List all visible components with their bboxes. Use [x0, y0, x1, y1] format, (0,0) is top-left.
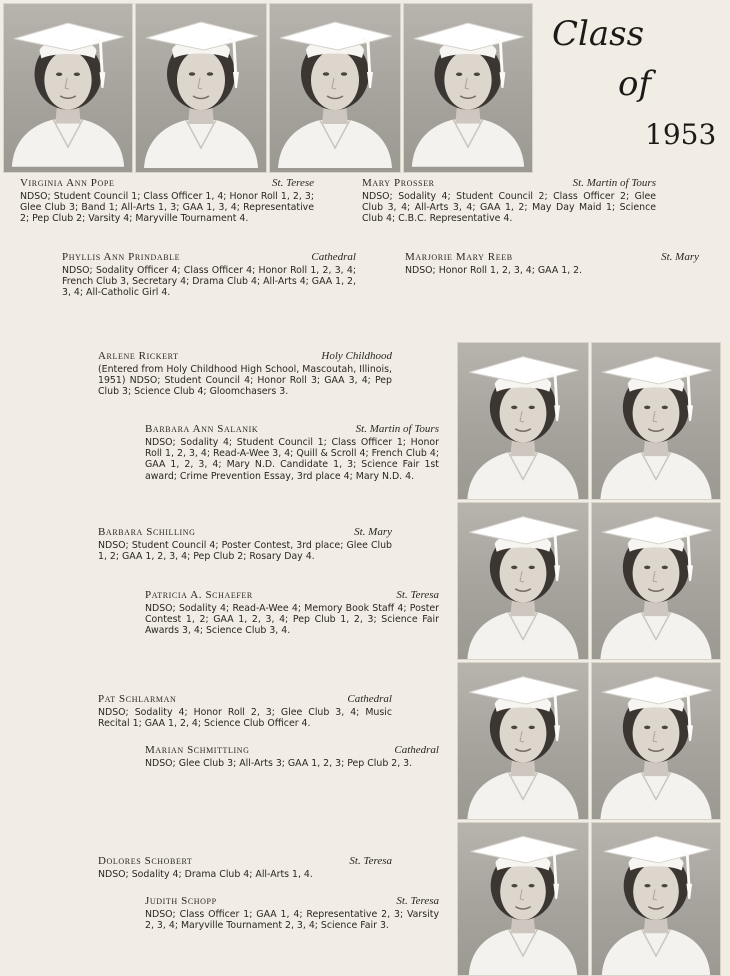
- student-entry: [98, 351, 392, 398]
- student-name: Mary Prosser: [362, 177, 435, 189]
- student-name: Arlene Rickert: [98, 350, 179, 362]
- student-parish: Holy Childhood: [321, 350, 392, 362]
- student-name: Marjorie Mary Reeb: [405, 251, 513, 263]
- student-activities: NDSO; Sodality 4; Student Council 1; Class Officer 1; Honor Roll 1, 2, 3, 4; Read-A-Wee 3, 4; Quill & Scroll 4; French Club 4; GAA 1, 2, 3, 4; Mary N.D. Candidate 1, 3; Science Fair 1st award; Crime Prevention Essay, 3rd place 4; Mary N.D. 4.: [145, 437, 439, 482]
- student-parish: St. Mary: [661, 251, 699, 263]
- student-parish: St. Martin of Tours: [572, 177, 656, 189]
- photo-judith-schopp: [591, 822, 721, 976]
- portrait-image: [458, 663, 588, 819]
- photo-arlene-rickert: [457, 342, 589, 500]
- student-entry: [362, 178, 656, 225]
- student-entry: [98, 694, 392, 729]
- student-activities: NDSO; Sodality 4; Honor Roll 2, 3; Glee Club 3, 4; Music Recital 1; GAA 1, 2, 4; Science Club Officer 4.: [98, 707, 392, 730]
- student-activities: NDSO; Sodality 4; Student Council 2; Class Officer 2; Glee Club 3, 4; All-Arts 3, 4; GAA 1, 2; May Day Maid 1; Science Club 4; C.B.C. Representative 4.: [362, 191, 656, 225]
- student-entry: [145, 424, 439, 482]
- portrait-image: [592, 503, 720, 659]
- student-name: Barbara Ann Salanik: [145, 423, 259, 435]
- photo-marian-schmittling: [591, 662, 721, 820]
- student-parish: St. Teresa: [349, 855, 392, 867]
- portrait-image: [136, 4, 266, 172]
- student-activities: (Entered from Holy Childhood High School, Mascoutah, Illinois, 1951) NDSO; Student Council 4; Honor Roll 3; GAA 3, 4; Pep Club 3; Science Club 4; Gloomchasers 3.: [98, 364, 392, 398]
- student-entry: [20, 178, 314, 225]
- student-entry: [145, 745, 439, 769]
- student-activities: NDSO; Sodality 4; Drama Club 4; All-Arts 1, 4.: [98, 869, 313, 880]
- photo-barbara-schilling: [457, 502, 589, 660]
- student-name: Virginia Ann Pope: [20, 177, 115, 189]
- photo-dolores-schobert: [457, 822, 589, 976]
- portrait-image: [592, 663, 720, 819]
- photo-virginia-ann-pope: [3, 3, 133, 173]
- portrait-image: [592, 823, 720, 975]
- student-entry: [62, 252, 356, 299]
- student-parish: St. Teresa: [396, 589, 439, 601]
- title-year: 1953: [645, 118, 717, 151]
- student-name: Patricia A. Schaefer: [145, 589, 253, 601]
- title-class: Class: [552, 14, 645, 54]
- portrait-image: [4, 4, 132, 172]
- student-parish: St. Mary: [354, 526, 392, 538]
- photo-pat-schlarman: [457, 662, 589, 820]
- student-name: Marian Schmittling: [145, 744, 250, 756]
- photo-phyllis-ann-prindable: [135, 3, 267, 173]
- portrait-image: [458, 823, 588, 975]
- student-parish: Cathedral: [394, 744, 439, 756]
- student-entry: [98, 856, 392, 880]
- student-activities: NDSO; Class Officer 1; GAA 1, 4; Representative 2, 3; Varsity 2, 3, 4; Maryville Tournament 2, 3, 4; Science Fair 3.: [145, 909, 439, 932]
- student-entry: [145, 590, 439, 637]
- student-activities: NDSO; Student Council 4; Poster Contest, 3rd place; Glee Club 1, 2; GAA 1, 2, 3, 4; Pep Club 2; Rosary Day 4.: [98, 540, 392, 563]
- student-parish: Cathedral: [311, 251, 356, 263]
- student-parish: St. Teresa: [396, 895, 439, 907]
- photo-mary-prosser: [269, 3, 401, 173]
- student-activities: NDSO; Honor Roll 1, 2, 3, 4; GAA 1, 2.: [405, 265, 583, 276]
- photo-barbara-ann-salanik: [591, 342, 721, 500]
- portrait-image: [458, 343, 588, 499]
- portrait-image: [458, 503, 588, 659]
- student-activities: NDSO; Glee Club 3; All-Arts 3; GAA 1, 2, 3; Pep Club 2, 3.: [145, 758, 413, 769]
- student-entry: [145, 896, 439, 931]
- student-name: Judith Schopp: [145, 895, 217, 907]
- student-name: Barbara Schilling: [98, 526, 196, 538]
- student-name: Pat Schlarman: [98, 693, 177, 705]
- portrait-image: [404, 4, 532, 172]
- student-parish: St. Terese: [272, 177, 314, 189]
- student-activities: NDSO; Sodality 4; Read-A-Wee 4; Memory Book Staff 4; Poster Contest 1, 2; GAA 1, 2, 3, 4; Pep Club 1, 2, 3; Science Fair Awards 3, 4; Science Club 3, 4.: [145, 603, 439, 637]
- student-entry: [98, 527, 392, 562]
- portrait-image: [592, 343, 720, 499]
- student-activities: NDSO; Sodality Officer 4; Class Officer 4; Honor Roll 1, 2, 3, 4; French Club 3, Secretary 4; Drama Club 4; All-Arts 4; GAA 1, 2, 3, 4; All-Catholic Girl 4.: [62, 265, 357, 299]
- title-of: of: [618, 64, 652, 104]
- student-parish: St. Martin of Tours: [355, 423, 439, 435]
- photo-patricia-schaefer: [591, 502, 721, 660]
- student-activities: NDSO; Student Council 1; Class Officer 1, 4; Honor Roll 1, 2, 3; Glee Club 3; Band 1; All-Arts 1, 3; GAA 1, 3, 4; Representative 2; Pep Club 2; Varsity 4; Maryville Tournament 4.: [20, 191, 314, 225]
- student-name: Phyllis Ann Prindable: [62, 251, 181, 263]
- student-name: Dolores Schobert: [98, 855, 193, 867]
- photo-marjorie-mary-reeb: [403, 3, 533, 173]
- student-entry: [405, 252, 699, 276]
- student-parish: Cathedral: [347, 693, 392, 705]
- portrait-image: [270, 4, 400, 172]
